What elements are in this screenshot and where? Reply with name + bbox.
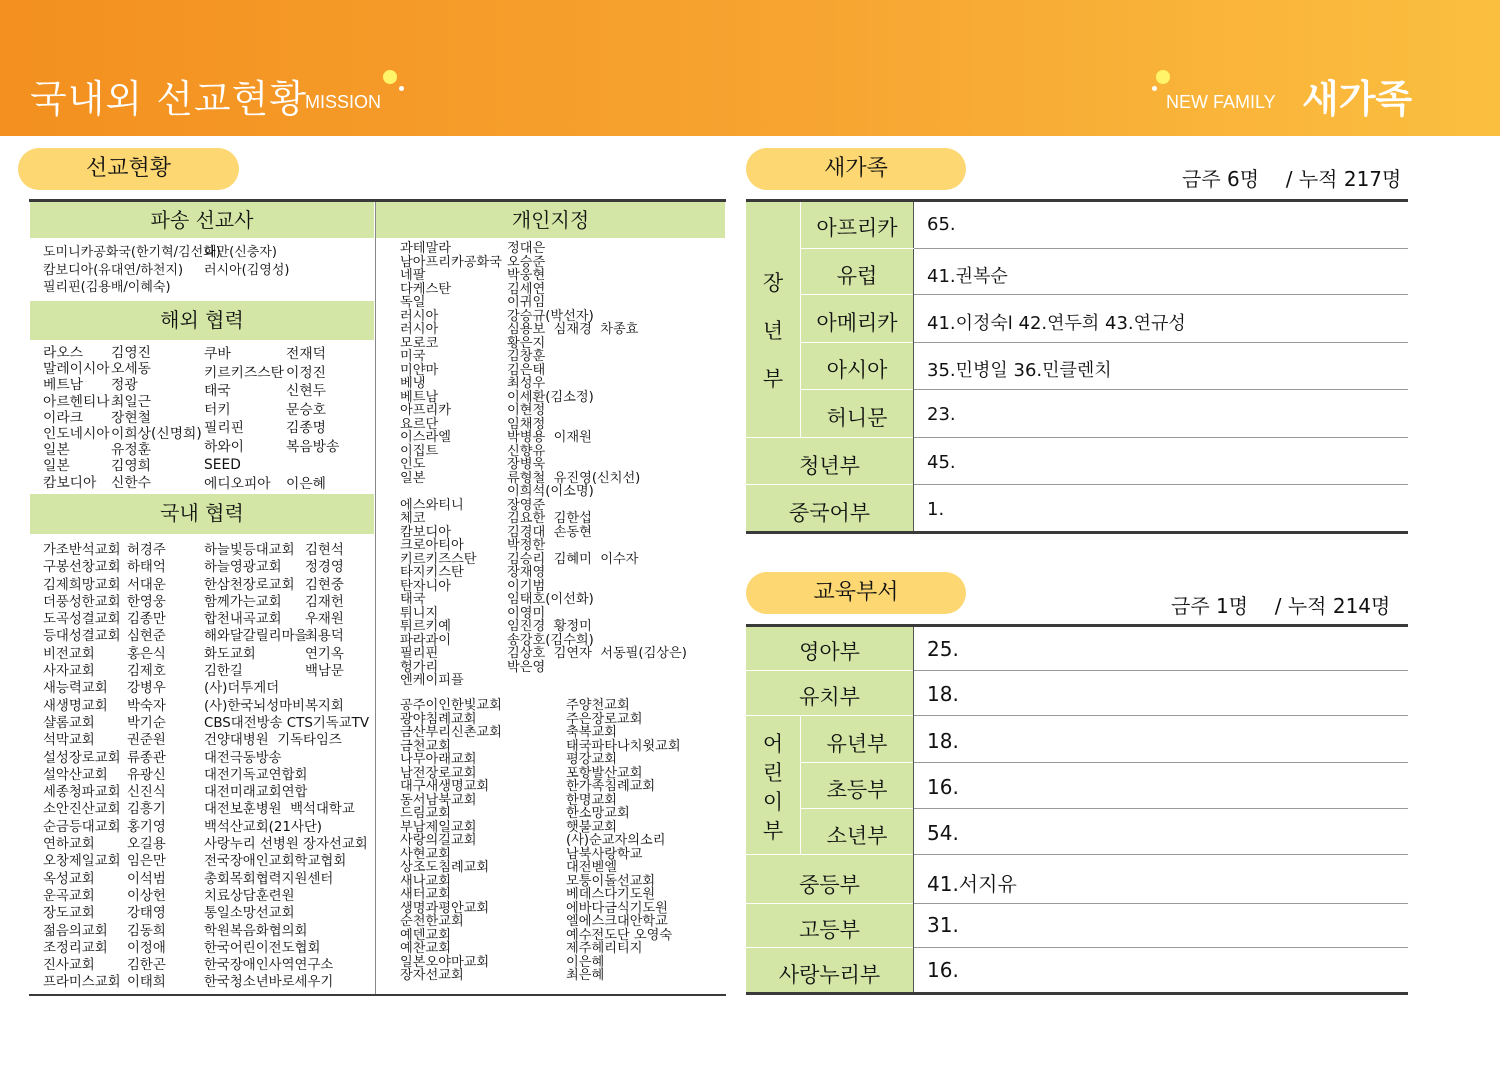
overseas-list: 김영진 오세동 정광 최일근 장현철 이희상(신명희) 유정훈 김영희 신한수 <box>111 345 202 491</box>
row-value: 31. <box>927 913 959 937</box>
row-label: 유치부 <box>799 685 860 709</box>
divider <box>801 389 913 390</box>
row-value: 25. <box>927 637 959 661</box>
sent-list: 도미니카공화국(한기혁/김선화) 캄보디아(유대연/하천지) 필리핀(김용배/이혜숙) <box>43 245 221 295</box>
newfamily-pill: 새가족 <box>746 148 966 190</box>
mission-subtitle: MISSION <box>305 92 382 112</box>
divider <box>914 484 1408 485</box>
newfamily-summary <box>1182 163 1401 192</box>
newfamily-total: / 누적 217명 <box>1285 167 1402 191</box>
divider <box>801 808 913 809</box>
overseas-list: 라오스 말레이시아 베트남 아르헨티나 이라크 인도네시아 일본 일본 캄보디아 <box>43 345 110 491</box>
divider <box>914 437 1408 438</box>
divider <box>913 202 914 531</box>
domestic-list: 허경주 하태억 서대운 한영웅 김종만 심현준 홍은식 김제호 강병우 박숙자 박기순 권준원 류종관 유광신 신진식 김흥기 홍기영 오길용 임은만 이석범 이상헌 강태영 김동희 이정애 김한곤 이태희 <box>127 543 166 991</box>
overseas-list: 쿠바 키르키즈스탄 태국 터키 필리핀 하와이 SEED 에디오피아 <box>204 346 284 492</box>
domestic-list: 하늘빛등대교회 하늘영광교회 한삼천장로교회 함께가는교회 합천내곡교회 해와달갈릴리마을 화도교회 김한길 (사)더투게더 (사)한국뇌성마비복지회 CBS대전방송 CTS기독교TV 건양대병원 기독타임즈 대전극동방송 대전기독교연합회 대전미래교회연합 대전보훈병원 백석대학교 백석산교회(21사단) 사랑누리 선병원 장자선교회 전국장애인교회학교협회 총회목회협력지원센터 치료상담훈련원 통일소망선교회 학원복음화협의회 한국어린이전도협회 한국장애인사역연구소 한국청소년바로세우기 <box>204 543 369 991</box>
row-value: 18. <box>927 682 959 706</box>
row-label: 아시아 <box>826 358 888 382</box>
mission-pill: 선교현황 <box>18 148 239 190</box>
domestic-list: 가조반석교회 구봉선창교회 김제희망교회 더풍성한교회 도곡성결교회 등대성결교회 비전교회 사자교회 새능력교회 새생명교회 샬롬교회 석막교회 설성장로교회 설악산교회 세종청파교회 소안진산교회 순금등대교회 연하교회 오창제일교회 옥성교회 운곡교회 장도교회 젊음의교회 조정리교회 진사교회 프라미스교회 <box>43 543 121 991</box>
divider <box>914 715 1408 716</box>
row-value: 16. <box>927 775 959 799</box>
overseas-list: 전재덕 이정진 신현두 문승호 김종명 복음방송 이은혜 <box>286 346 340 492</box>
divider <box>746 992 1408 995</box>
personal-list: 공주이인한빛교회 광야침례교회 금산부리신촌교회 금천교회 나무아래교회 남전장로교회 대구새생명교회 동서남북교회 드림교회 부남제일교회 사랑의길교회 사현교회 상조도침례교회 새나교회 새터교회 생명과평안교회 순천한교회 예덴교회 예찬교회 일본오야마교회 장자선교회 <box>400 698 502 983</box>
divider <box>914 903 1408 904</box>
row-label: 아메리카 <box>816 311 898 335</box>
row-value: 41.권복순 <box>927 266 1008 287</box>
row-value: 35.민병일 36.민클렌치 <box>927 360 1112 381</box>
divider <box>914 248 1408 249</box>
divider <box>746 854 913 855</box>
dot-icon <box>1152 86 1157 91</box>
education-week: 금주 1명 <box>1171 594 1249 618</box>
divider <box>29 994 726 996</box>
newfamily-table <box>746 199 1408 534</box>
education-total: / 누적 214명 <box>1274 594 1391 618</box>
divider <box>914 389 1408 390</box>
divider <box>914 808 1408 809</box>
row-label: 아프리카 <box>816 216 898 240</box>
divider <box>801 294 913 295</box>
newfamily-subtitle: NEW FAMILY <box>1166 92 1276 112</box>
row-value: 41.이정숙l 42.연두희 43.연규성 <box>927 313 1186 334</box>
domestic-list: 김현석 정경영 김현중 김재헌 우재원 최용덕 연기옥 백남문 <box>305 543 344 680</box>
divider <box>914 342 1408 343</box>
children-group-label: 어 린 이 부 <box>762 732 784 843</box>
mission-title: 국내외 선교현황 <box>30 77 308 121</box>
divider <box>746 715 913 716</box>
row-label: 소년부 <box>826 824 888 848</box>
divider <box>746 531 1408 534</box>
education-pill: 교육부서 <box>746 572 966 614</box>
divider <box>801 342 913 343</box>
row-value: 65. <box>927 214 956 235</box>
overseas-header: 해외 협력 <box>160 308 244 332</box>
row-value: 1. <box>927 499 945 520</box>
divider <box>746 484 913 485</box>
divider <box>914 670 1408 671</box>
personal-header: 개인지정 <box>511 208 590 232</box>
row-label: 사랑누리부 <box>778 963 881 987</box>
divider <box>914 762 1408 763</box>
sent-header: 파송 선교사 <box>150 208 254 232</box>
personal-list: 주양천교회 주은장로교회 축복교회 태국파타나치윗교회 평강교회 포항발산교회 한가족침례교회 한명교회 한소망교회 햇불교회 (사)순교자의소리 남북사랑학교 대전벧엘 모퉁이돌선교회 베데스다기도원 에바다금식기도원 엘에스크대안학교 예수전도단 오영숙 제주헤리티지 이은혜 최은혜 <box>566 698 681 983</box>
row-label: 영아부 <box>799 640 860 664</box>
dot-icon <box>383 70 397 84</box>
divider <box>746 903 913 904</box>
divider <box>914 294 1408 295</box>
row-label: 중등부 <box>799 873 860 897</box>
header-banner <box>0 0 1500 136</box>
row-value: 16. <box>927 958 959 982</box>
row-label: 초등부 <box>826 778 888 802</box>
adult-group-label: 장 년 부 <box>762 271 784 391</box>
divider <box>375 202 376 995</box>
divider <box>914 947 1408 948</box>
education-table <box>746 624 1408 996</box>
sent-list: 대만(신충자) 러시아(김영성) <box>204 245 290 278</box>
row-label: 고등부 <box>799 918 860 942</box>
education-summary <box>1171 590 1390 619</box>
row-value: 18. <box>927 729 959 753</box>
divider <box>746 947 913 948</box>
dot-icon <box>399 86 404 91</box>
personal-list: 과테말라 남아프리카공화국 네팔 다케스탄 독일 러시아 러시아 모로코 미국 미얀마 베냉 베트남 아프리카 요르단 이스라엘 이집트 인도 일본 에스와티니 체코 캄보디아 크로아티아 키르키즈스탄 타지키스탄 탄자니아 태국 튀니지 튀르키예 파라과이 필리핀 헝가리 엔케이피플 <box>400 241 502 688</box>
row-value: 41.서지유 <box>927 872 1017 896</box>
row-label: 유럽 <box>836 264 878 288</box>
row-label: 청년부 <box>799 454 860 478</box>
divider <box>746 437 913 438</box>
divider <box>746 670 913 671</box>
personal-list: 정대은 오승준 박웅현 김세연 이귀임 강승규(박선자) 심용보 심재경 차종효 황은지 김창훈 김은태 최성우 이세환(김소정) 이현정 임채정 박병용 이재원 신향유 장병욱 류형철 유진영(신치선) 이희석(이소명) 장영준 김요한 김한섭 김경대 손동현 박정한 김승리 김혜미 이수자 장재영 이기범 임태호(이선화) 이영미 임진경 황정미 송강호(김수희) 김상호 김연자 서동필(김상은) 박은영 <box>507 241 687 675</box>
divider <box>801 762 913 763</box>
divider <box>914 854 1408 855</box>
row-label: 중국어부 <box>788 501 871 525</box>
row-label: 유년부 <box>826 732 888 756</box>
row-label: 허니문 <box>826 406 888 430</box>
newfamily-week: 금주 6명 <box>1182 167 1260 191</box>
row-value: 23. <box>927 404 956 425</box>
newfamily-title: 새가족 <box>1302 77 1413 121</box>
domestic-header: 국내 협력 <box>160 501 244 525</box>
row-value: 54. <box>927 821 959 845</box>
divider <box>913 627 914 993</box>
dot-icon <box>1156 70 1170 84</box>
row-value: 45. <box>927 452 956 473</box>
